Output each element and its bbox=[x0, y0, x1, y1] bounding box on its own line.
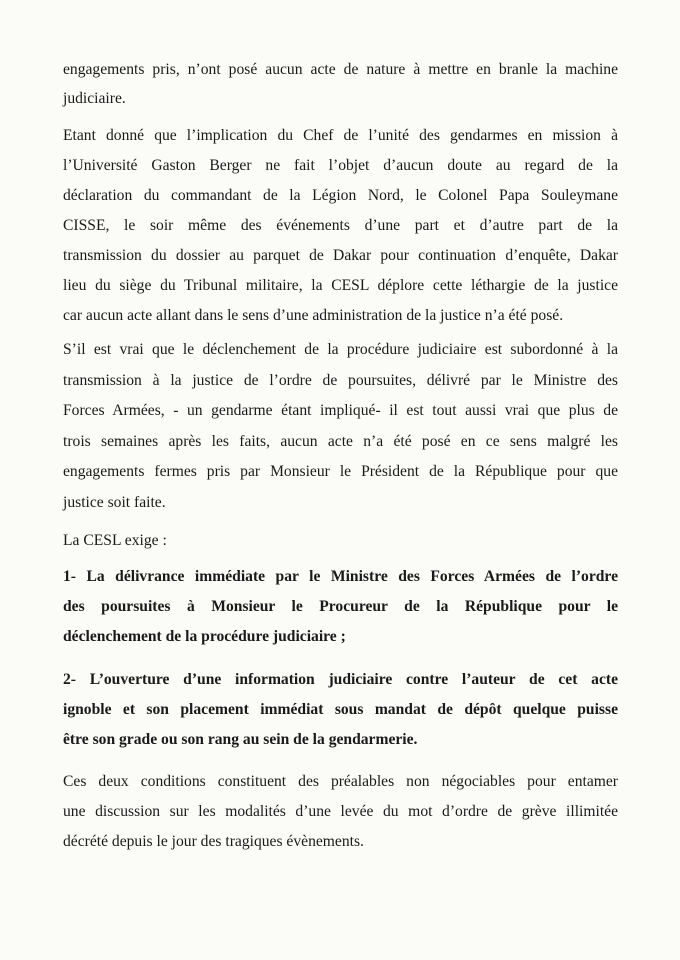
text-line: ignoble et son placement immédiat sous mandat de dépôt quelque puisse bbox=[63, 701, 618, 718]
paragraph-implication bbox=[63, 121, 618, 331]
text-line: l’Université Gaston Berger ne fait l’objet d’aucun doute au regard de la bbox=[63, 157, 618, 174]
text-line: engagements pris, n’ont posé aucun acte de nature à mettre en branle la machine bbox=[63, 61, 618, 78]
text-line: 2- L’ouverture d’une information judiciaire contre l’auteur de cet acte bbox=[63, 671, 618, 688]
demand-item-1 bbox=[63, 562, 618, 652]
paragraph-conditions bbox=[63, 767, 618, 857]
text-line: transmission du dossier au parquet de Dakar pour continuation d’enquête, Dakar bbox=[63, 247, 618, 264]
paragraph-demands-intro bbox=[63, 528, 618, 554]
text-line: engagements fermes pris par Monsieur le Président de la République pour que bbox=[63, 463, 618, 480]
paragraph-procedure bbox=[63, 335, 618, 518]
text-line: des poursuites à Monsieur le Procureur de la République pour le bbox=[63, 598, 618, 615]
text-line: déclaration du commandant de la Légion Nord, le Colonel Papa Souleymane bbox=[63, 187, 618, 204]
text-line: Ces deux conditions constituent des préalables non négociables pour entamer bbox=[63, 773, 618, 790]
text-line: S’il est vrai que le déclenchement de la procédure judiciaire est subordonné à la bbox=[63, 341, 618, 358]
demand-item-2 bbox=[63, 665, 618, 755]
text-line: Etant donné que l’implication du Chef de l’unité des gendarmes en mission à bbox=[63, 127, 618, 144]
text-line: déclenchement de la procédure judiciaire ; bbox=[63, 628, 346, 645]
text-line: Forces Armées, - un gendarme étant impliqué- il est tout aussi vrai que plus de bbox=[63, 402, 618, 419]
text-line: être son grade ou son rang au sein de la gendarmerie. bbox=[63, 731, 418, 748]
text-line: car aucun acte allant dans le sens d’une administration de la justice n’a été posé. bbox=[63, 307, 564, 324]
paragraph-commitments bbox=[63, 55, 618, 113]
text-line: transmission à la justice de l’ordre de poursuites, délivré par le Ministre des bbox=[63, 371, 618, 389]
text-line: une discussion sur les modalités d’une levée du mot d’ordre de grève illimitée bbox=[63, 803, 618, 820]
text-line: judiciaire. bbox=[63, 90, 126, 107]
text-line: 1- La délivrance immédiate par le Ministre des Forces Armées de l’ordre bbox=[63, 568, 618, 585]
text-line: décrété depuis le jour des tragiques évènements. bbox=[63, 833, 364, 850]
text-line: La CESL exige : bbox=[63, 532, 167, 549]
text-line: lieu du siège du Tribunal militaire, la CESL déplore cette léthargie de la justice bbox=[63, 277, 618, 294]
text-line: justice soit faite. bbox=[63, 493, 166, 511]
text-line: trois semaines après les faits, aucun acte n’a été posé en ce sens malgré les bbox=[63, 432, 618, 450]
text-line: CISSE, le soir même des événements d’une part et d’autre part de la bbox=[63, 217, 618, 234]
